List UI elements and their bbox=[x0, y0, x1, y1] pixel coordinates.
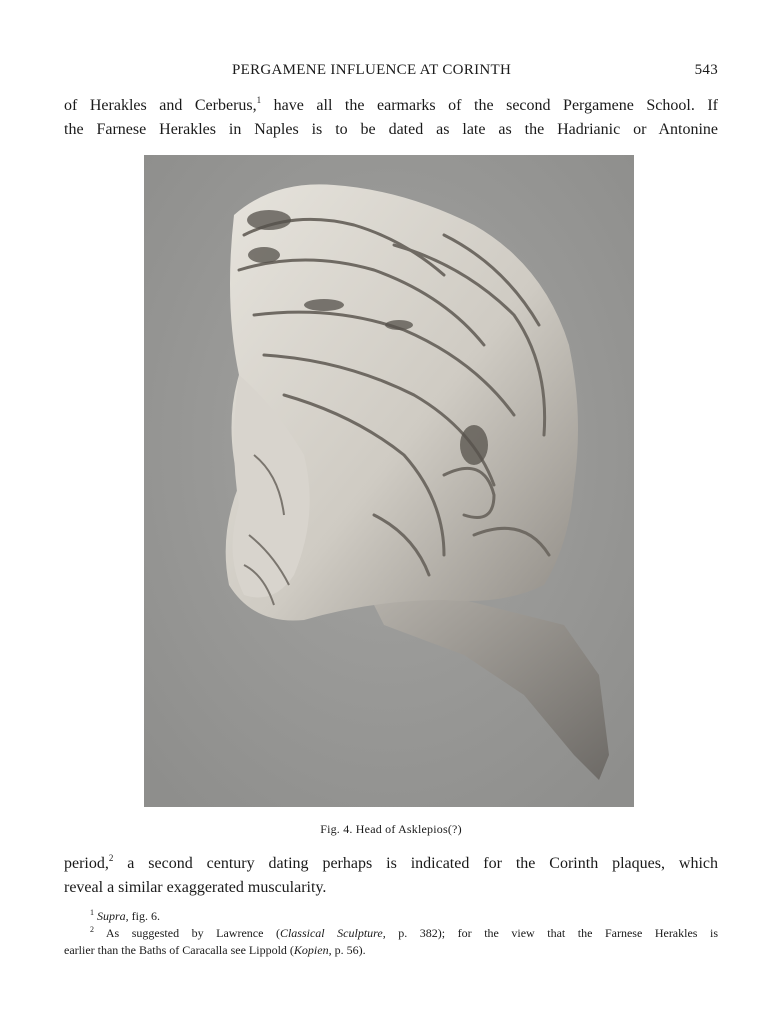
text-line bbox=[64, 852, 718, 876]
footnote-ref: 1 bbox=[256, 95, 262, 105]
text-span: of Herakles and Cerberus, bbox=[64, 97, 257, 114]
body-paragraph-top bbox=[64, 94, 718, 142]
body-paragraph-bottom bbox=[64, 852, 718, 900]
running-title: PERGAMENE INFLUENCE AT CORINTH bbox=[232, 62, 512, 78]
text-line: reveal a similar exaggerated muscularity. bbox=[64, 879, 327, 896]
footnote-2-continued bbox=[64, 942, 718, 959]
footnote-text: earlier than the Baths of Caracalla see Lippold ( bbox=[64, 943, 294, 957]
footnotes bbox=[64, 908, 718, 959]
footnote-text: p. 56). bbox=[331, 943, 366, 957]
footnote-marker: 2 bbox=[90, 925, 94, 934]
text-span: period, bbox=[64, 855, 109, 872]
figure-photo bbox=[144, 155, 634, 807]
text-line: the Farnese Herakles in Naples is to be dated as late as the Hadrianic or Antonine bbox=[64, 121, 718, 138]
text-span: have all the earmarks of the second Pergamene School. If bbox=[261, 97, 718, 114]
footnote-italic: Classical Sculpture, bbox=[279, 926, 386, 940]
footnote-text: p. 382); for the view that the Farnese Herakles is bbox=[385, 926, 719, 940]
footnote-marker: 1 bbox=[90, 908, 94, 917]
text-line bbox=[64, 94, 718, 118]
footnote-ref: 2 bbox=[108, 853, 114, 863]
sculpture-head-image bbox=[144, 155, 634, 807]
text-span: a second century dating perhaps is indicated for the Corinth plaques, which bbox=[113, 855, 718, 872]
footnote-2 bbox=[64, 925, 718, 942]
footnote-1 bbox=[64, 908, 718, 925]
running-head bbox=[64, 62, 718, 82]
footnote-italic: Kopien, bbox=[293, 943, 332, 957]
page-number: 543 bbox=[694, 62, 718, 78]
footnote-italic: Supra, bbox=[97, 909, 129, 923]
footnote-text: fig. 6. bbox=[128, 909, 161, 923]
footnote-text: As suggested by Lawrence ( bbox=[94, 926, 280, 940]
figure-caption: Fig. 4. Head of Asklepios(?) bbox=[320, 822, 462, 836]
